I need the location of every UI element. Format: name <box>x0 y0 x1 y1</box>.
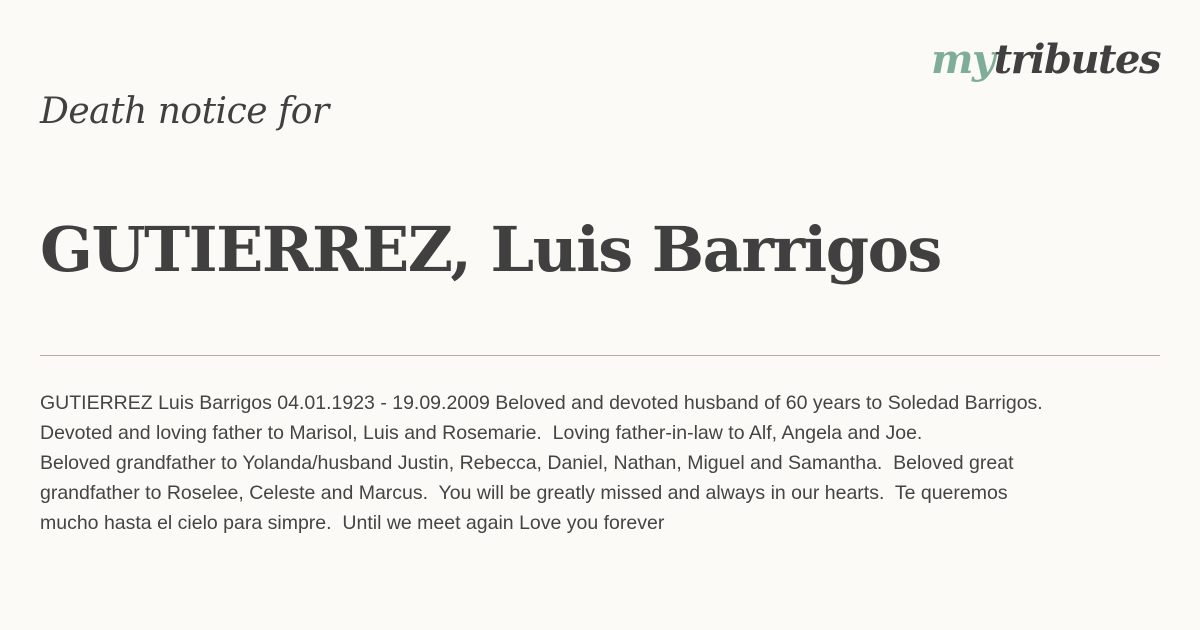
mytributes-logo[interactable] <box>931 32 1160 88</box>
logo-part-tributes: tributes <box>993 36 1160 83</box>
deceased-name: GUTIERREZ, Luis Barrigos <box>40 213 941 286</box>
logo-part-my: my <box>931 36 994 83</box>
divider <box>40 355 1160 356</box>
notice-text: GUTIERREZ Luis Barrigos 04.01.1923 - 19.09.2009 Beloved and devoted husband of 60 years to Soledad Barrigos. Devoted and loving father to Marisol, Luis and Rosemarie. Loving father-in-law to Alf, Angela and Joe. Beloved grandfather to Yolanda/husband Justin, Rebecca, Daniel, Nathan, Miguel and Samantha. Beloved great grandfather to Roselee, Celeste and Marcus. You will be greatly missed and always in our hearts. Te queremos mucho hasta el cielo para simpre. Until we meet again Love you forever <box>40 392 1043 534</box>
notice-kicker: Death notice for <box>40 91 329 132</box>
